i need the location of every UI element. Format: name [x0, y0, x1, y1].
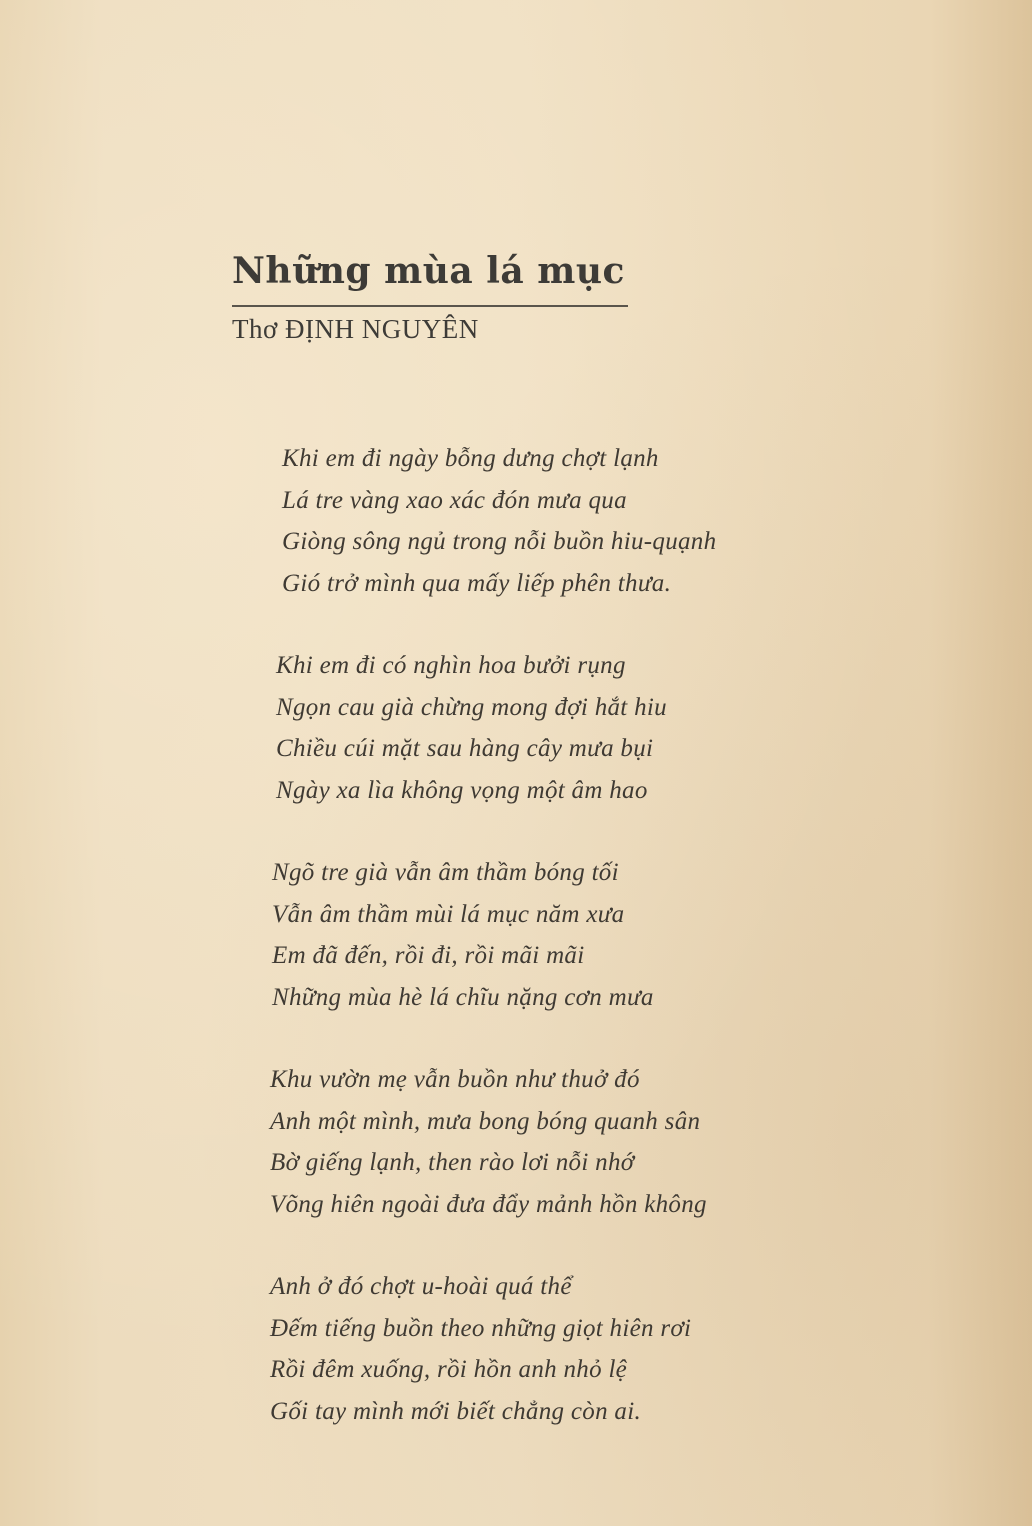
- poem-line: Anh ở đó chợt u-hoài quá thể: [270, 1273, 572, 1300]
- title-divider: [232, 305, 628, 307]
- poem-line: Lá tre vàng xao xác đón mưa qua: [282, 486, 627, 514]
- poem-line: Khi em đi ngày bỗng dưng chợt lạnh: [282, 445, 659, 472]
- poem-line: Anh một mình, mưa bong bóng quanh sân: [270, 1107, 701, 1135]
- poem-line: Vẫn âm thầm mùi lá mục năm xưa: [272, 900, 625, 928]
- stanza-1: [270, 438, 830, 604]
- stanza-4: [270, 1059, 830, 1225]
- poem-line: Những mùa hè lá chĩu nặng cơn mưa: [272, 983, 654, 1011]
- stanza-3: [270, 852, 830, 1018]
- poem-line: Đếm tiếng buồn theo những giọt hiên rơi: [270, 1314, 692, 1342]
- poem-line: Ngày xa lìa không vọng một âm hao: [276, 776, 648, 804]
- poem-line: Chiều cúi mặt sau hàng cây mưa bụi: [276, 735, 654, 762]
- poem-line: Khu vườn mẹ vẫn buồn như thuở đó: [270, 1066, 640, 1093]
- poem-line: Võng hiên ngoài đưa đẩy mảnh hồn không: [270, 1190, 707, 1218]
- stanza-2: [270, 645, 830, 811]
- poem-line: Bờ giếng lạnh, then rào lơi nỗi nhớ: [270, 1149, 635, 1176]
- poem-line: Em đã đến, rồi đi, rồi mãi mãi: [272, 942, 585, 969]
- poem-line: Gối tay mình mới biết chẳng còn ai.: [270, 1397, 642, 1425]
- poem-body: [270, 438, 830, 1473]
- stanza-5: [270, 1266, 830, 1432]
- poem-line: Khi em đi có nghìn hoa bưởi rụng: [276, 652, 626, 679]
- poem-line: Ngõ tre già vẫn âm thầm bóng tối: [272, 859, 619, 886]
- poem-line: Rồi đêm xuống, rồi hồn anh nhỏ lệ: [270, 1356, 628, 1383]
- poem-line: Ngọn cau già chừng mong đợi hắt hiu: [276, 693, 667, 721]
- poem-line: Gió trở mình qua mấy liếp phên thưa.: [282, 569, 672, 597]
- poem-line: Giòng sông ngủ trong nỗi buồn hiu-quạnh: [282, 528, 717, 555]
- poem-author: Thơ ĐỊNH NGUYÊN: [232, 314, 479, 344]
- poem-title: Những mùa lá mục: [232, 250, 625, 292]
